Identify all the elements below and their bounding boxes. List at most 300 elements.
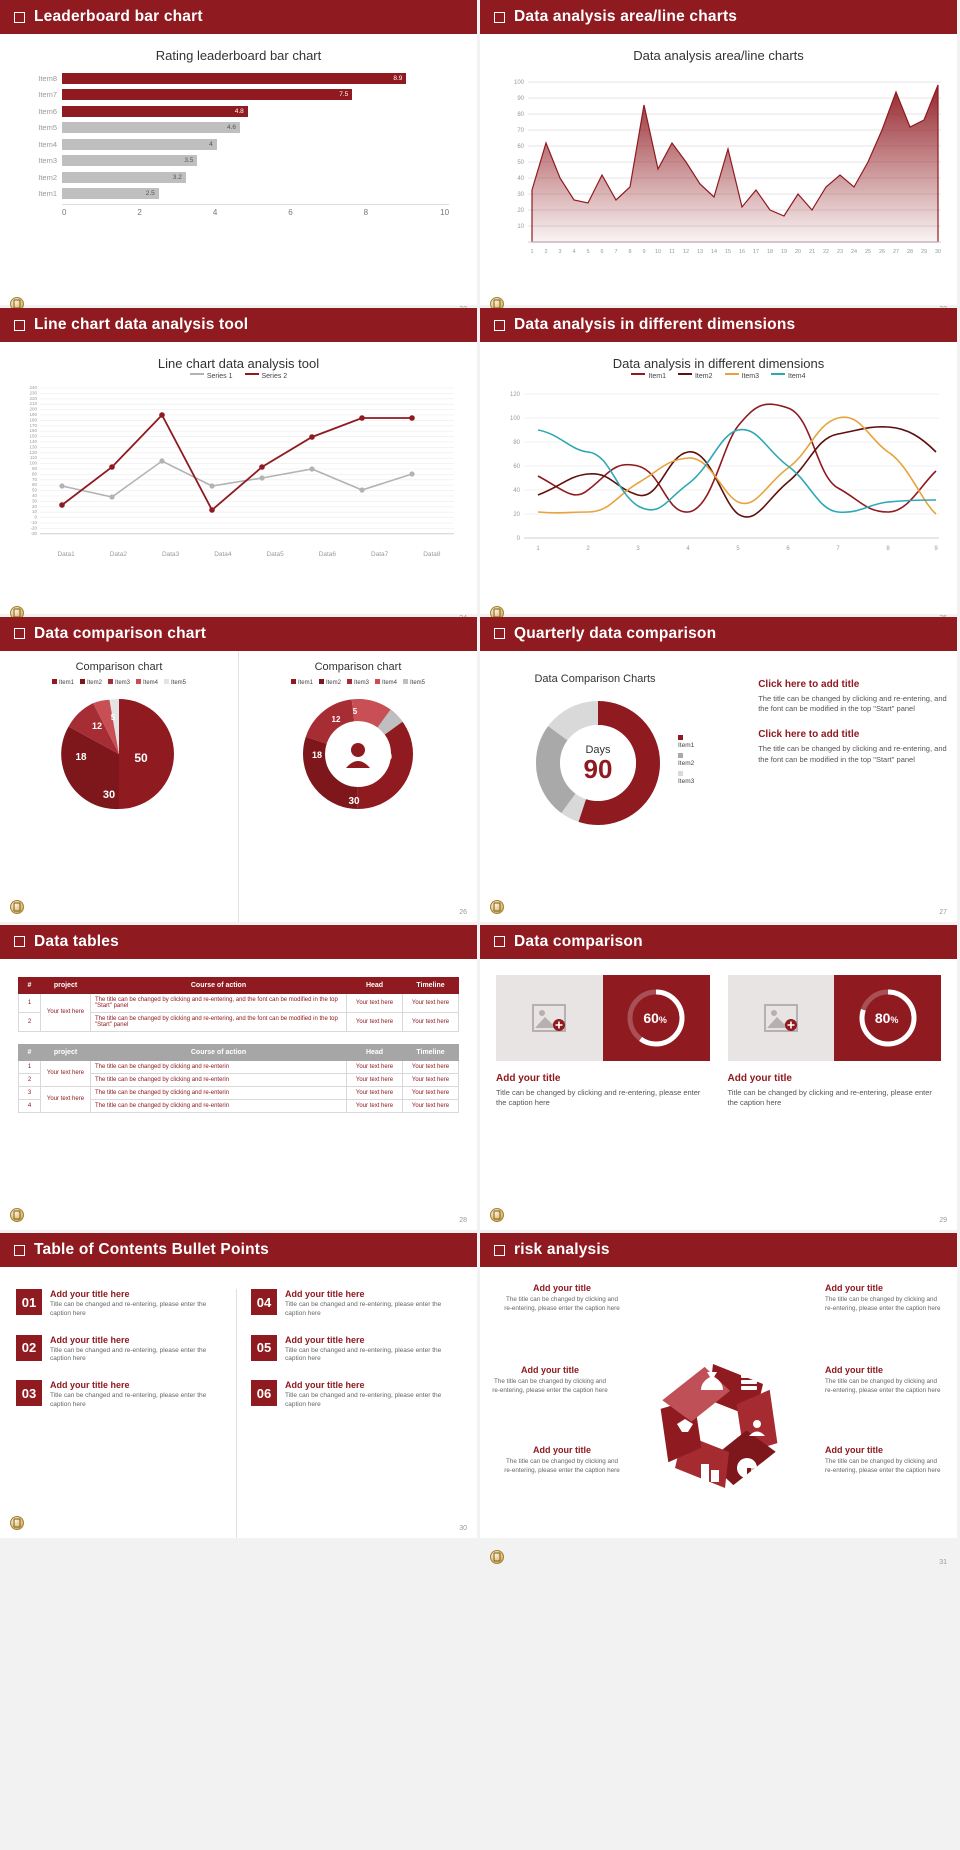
svg-text:5: 5 <box>110 712 116 722</box>
cell-action: The title can be changed by clicking and re-entering, and the font can be modified in the top "Start" panel <box>91 1012 347 1031</box>
header-square-icon <box>494 628 505 639</box>
svg-text:80: 80 <box>517 112 524 118</box>
toc-title: Add your title here <box>285 1289 365 1300</box>
column-header: Timeline <box>403 977 459 993</box>
header-square-icon <box>494 320 505 331</box>
toc-title: Add your title here <box>285 1334 365 1345</box>
toc-title: Add your title here <box>285 1380 365 1391</box>
bar-category-label: Item8 <box>38 73 57 83</box>
image-placeholder <box>728 975 835 1061</box>
slide-header <box>0 0 477 34</box>
risk-caption <box>502 1445 622 1475</box>
toc-text: Title can be changed and re-entering, please enter the caption here <box>285 1346 442 1363</box>
svg-text:14: 14 <box>710 249 718 255</box>
toc-number: 01 <box>16 1289 42 1315</box>
comparison-unit <box>496 975 710 1061</box>
slide-title: risk analysis <box>514 1241 610 1259</box>
data-table-secondary <box>18 1044 459 1113</box>
svg-text:30: 30 <box>31 498 37 504</box>
legend-item <box>678 771 694 785</box>
legend-label: Item1 <box>58 679 74 686</box>
svg-text:20: 20 <box>513 512 520 519</box>
svg-text:10: 10 <box>31 509 37 515</box>
svg-text:6: 6 <box>786 546 790 553</box>
toc-column-left <box>16 1289 226 1538</box>
pie-chart-panel <box>0 651 238 922</box>
svg-text:20: 20 <box>517 208 524 214</box>
risk-text: The title can be changed by clicking and re-entering, please enter the caption here <box>504 1458 620 1474</box>
slide-body <box>480 651 957 922</box>
toc-text: Title can be changed and re-entering, please enter the caption here <box>50 1301 207 1317</box>
svg-text:40: 40 <box>513 488 520 495</box>
bar-value: 7.5 <box>339 91 349 98</box>
svg-text:120: 120 <box>509 392 520 399</box>
column-header: # <box>19 977 41 993</box>
svg-text:11: 11 <box>669 249 675 255</box>
slide-line-chart-data-analysis-tool <box>0 308 480 616</box>
svg-text:10: 10 <box>517 224 524 230</box>
cell-head: Your text here <box>347 1086 403 1099</box>
svg-text:26: 26 <box>878 249 886 255</box>
slide-body <box>0 959 477 1230</box>
legend-item <box>291 679 313 686</box>
picture-icon <box>532 1004 566 1032</box>
chart-legend <box>480 373 957 380</box>
x-tick: 4 <box>212 207 218 217</box>
risk-text: The title can be changed by clicking and re-entering, please enter the caption here <box>825 1378 941 1394</box>
table-row <box>19 1086 459 1099</box>
line-chart <box>4 380 474 550</box>
cell-head: Your text here <box>347 1099 403 1112</box>
slide-title: Data analysis area/line charts <box>514 8 738 25</box>
svg-text:15: 15 <box>724 249 732 255</box>
risk-text: The title can be changed by clicking and re-entering, please enter the caption here <box>825 1296 941 1312</box>
svg-text:50: 50 <box>134 750 148 765</box>
cell-timeline: Your text here <box>403 993 459 1012</box>
slide-body <box>480 48 957 319</box>
risk-caption <box>490 1365 610 1395</box>
svg-text:90: 90 <box>517 96 524 102</box>
legend-item <box>245 373 288 380</box>
svg-text:4: 4 <box>686 546 690 553</box>
legend-label: Item3 <box>678 777 695 785</box>
risk-caption <box>502 1283 622 1313</box>
column-header: Head <box>347 1044 403 1060</box>
risk-text: The title can be changed by clicking and re-entering, please enter the caption here <box>825 1458 941 1474</box>
svg-text:7: 7 <box>614 249 618 255</box>
svg-text:220: 220 <box>29 396 37 402</box>
chart-legend <box>0 679 238 686</box>
svg-text:17: 17 <box>752 249 760 255</box>
svg-text:-10: -10 <box>30 520 37 526</box>
cell-action: The title can be changed by clicking and re-entering, and the font can be modified in the top "Start" panel <box>91 993 347 1012</box>
x-tick: 10 <box>440 207 450 217</box>
x-tick: Data3 <box>161 551 180 559</box>
chart-title: Rating leaderboard bar chart <box>155 48 322 63</box>
svg-text:18: 18 <box>75 751 87 763</box>
svg-text:0: 0 <box>516 536 520 543</box>
svg-text:210: 210 <box>29 401 37 407</box>
cell-head: Your text here <box>347 1060 403 1073</box>
header-square-icon <box>494 936 505 947</box>
svg-text:1: 1 <box>536 546 540 553</box>
cell-timeline: Your text here <box>403 1073 459 1086</box>
slide-title: Data analysis in different dimensions <box>514 316 796 334</box>
slide-data-comparison-chart <box>0 617 480 925</box>
cell-timeline: Your text here <box>403 1099 459 1112</box>
svg-text:110: 110 <box>29 455 37 461</box>
svg-text:9: 9 <box>934 546 938 553</box>
svg-text:30: 30 <box>517 192 524 198</box>
toc-number: 05 <box>251 1335 277 1361</box>
cell-index: 1 <box>19 1060 41 1073</box>
slide-leaderboard-bar-chart <box>0 0 480 308</box>
risk-title: Add your title <box>533 1283 591 1294</box>
bar-value: 3.2 <box>172 173 182 181</box>
cell-action: The title can be changed by clicking and re-enterin <box>91 1086 347 1099</box>
table-header-row <box>19 977 459 993</box>
svg-text:8: 8 <box>886 546 890 553</box>
toc-item[interactable] <box>251 1289 461 1319</box>
svg-text:0: 0 <box>34 514 37 520</box>
svg-text:18: 18 <box>311 749 323 760</box>
svg-text:80: 80 <box>31 471 37 477</box>
svg-text:80: 80 <box>513 440 520 447</box>
caption-block <box>496 1073 710 1109</box>
header-square-icon <box>14 320 25 331</box>
legend-label: Item2 <box>86 679 102 686</box>
svg-text:-30: -30 <box>30 531 37 537</box>
legend-label: Item3 <box>114 679 130 686</box>
page-number: 31 <box>939 1559 947 1567</box>
image-placeholder <box>496 975 603 1061</box>
svg-text:30: 30 <box>348 795 360 807</box>
svg-text:140: 140 <box>29 439 37 445</box>
legend-label: Item1 <box>648 373 666 381</box>
svg-text:19: 19 <box>780 249 788 255</box>
svg-text:60: 60 <box>31 482 37 488</box>
x-tick: Data4 <box>214 551 232 559</box>
svg-text:40: 40 <box>517 176 524 182</box>
header-square-icon <box>14 936 25 947</box>
cell-index: 4 <box>19 1099 41 1112</box>
toc-title: Add your title here <box>50 1380 130 1391</box>
legend-item <box>108 679 130 686</box>
block-title: Click here to add title <box>758 729 860 741</box>
risk-text: The title can be changed by clicking and re-entering, please enter the caption here <box>492 1378 608 1394</box>
toc-title: Add your title here <box>50 1289 130 1300</box>
bar-category-label: Item1 <box>38 189 57 198</box>
toc-number: 02 <box>16 1335 42 1361</box>
legend-label: Item4 <box>143 679 159 686</box>
toc-number: 03 <box>16 1380 42 1406</box>
block-text: The title can be changed by clicking and re-entering, and the font can be modified in the top "Start" panel <box>758 693 947 714</box>
svg-text:8: 8 <box>628 249 632 255</box>
header-square-icon <box>494 1245 505 1256</box>
svg-text:7: 7 <box>836 546 840 553</box>
toc-text: Title can be changed and re-entering, please enter the caption here <box>50 1346 207 1363</box>
slide-body <box>480 1267 957 1572</box>
bar-row <box>28 71 449 85</box>
percent-ring-panel <box>834 975 941 1061</box>
logo-badge <box>490 900 504 914</box>
svg-text:21: 21 <box>808 249 816 255</box>
x-tick: 6 <box>288 207 293 217</box>
cell-timeline: Your text here <box>403 1086 459 1099</box>
cell-action: The title can be changed by clicking and re-enterin <box>91 1073 347 1086</box>
toc-item[interactable] <box>251 1335 461 1365</box>
column-header: project <box>41 977 91 993</box>
legend-item <box>771 373 806 380</box>
svg-text:1: 1 <box>530 249 534 255</box>
svg-text:5: 5 <box>352 706 358 716</box>
x-tick: 8 <box>363 207 369 217</box>
risk-caption <box>825 1283 945 1313</box>
svg-text:6: 6 <box>600 249 604 255</box>
x-tick: Data6 <box>318 551 337 559</box>
block-text: The title can be changed by clicking and re-entering, and the font can be modified in the top "Start" panel <box>758 744 947 765</box>
slide-header <box>0 925 477 959</box>
bar-value: 4 <box>209 140 213 148</box>
risk-wheel-diagram <box>629 1346 809 1506</box>
svg-text:12: 12 <box>682 249 690 255</box>
column-header: Timeline <box>403 1044 459 1060</box>
table-row <box>19 993 459 1012</box>
caption-text: Title can be changed by clicking and re-entering, please enter the caption here <box>727 1087 932 1108</box>
legend-item <box>347 679 369 686</box>
bar-category-label: Item6 <box>38 106 57 116</box>
logo-badge <box>10 900 24 914</box>
legend-label: Item4 <box>788 373 806 381</box>
svg-text:60: 60 <box>517 144 524 150</box>
header-square-icon <box>14 628 25 639</box>
column-header: Course of action <box>91 1044 347 1060</box>
bar-row <box>28 154 449 168</box>
bar-row <box>28 88 449 102</box>
table-row <box>19 1060 459 1073</box>
page-number: 29 <box>939 1217 947 1225</box>
cell-head: Your text here <box>347 1073 403 1086</box>
legend-item <box>631 373 666 380</box>
legend-item <box>136 679 158 686</box>
svg-text:200: 200 <box>29 406 37 412</box>
cell-index: 1 <box>19 993 41 1012</box>
slide-header <box>0 1233 477 1267</box>
chart-legend <box>0 373 477 380</box>
slide-header <box>480 617 957 651</box>
svg-text:9: 9 <box>642 249 646 255</box>
cell-timeline: Your text here <box>403 1012 459 1031</box>
legend-label: Item2 <box>694 373 713 381</box>
svg-text:3: 3 <box>636 546 640 553</box>
svg-text:5: 5 <box>586 249 590 255</box>
slide-data-analysis-dimensions <box>480 308 960 616</box>
slide-title: Leaderboard bar chart <box>34 8 203 25</box>
svg-text:3: 3 <box>558 249 562 255</box>
slide-header <box>480 925 957 959</box>
chart-title: Data analysis in different dimensions <box>612 356 825 372</box>
cell-timeline: Your text here <box>403 1060 459 1073</box>
bar-category-label: Item7 <box>38 90 57 99</box>
column-header: # <box>19 1044 41 1060</box>
svg-text:190: 190 <box>29 412 37 418</box>
legend-label: Item1 <box>678 741 695 749</box>
column-header: Course of action <box>91 977 347 993</box>
svg-text:240: 240 <box>29 385 37 391</box>
logo-badge <box>10 1208 24 1222</box>
toc-title: Add your title here <box>50 1334 130 1345</box>
svg-text:60: 60 <box>513 464 520 471</box>
slide-header <box>0 617 477 651</box>
toc-text: Title can be changed and re-entering, please enter the caption here <box>50 1392 207 1409</box>
risk-title: Add your title <box>521 1365 579 1376</box>
comparison-captions <box>480 1073 957 1109</box>
svg-text:150: 150 <box>29 433 37 439</box>
bar-category-label: Item3 <box>38 156 57 165</box>
svg-text:24: 24 <box>850 249 858 255</box>
slide-data-analysis-area-line-charts <box>480 0 960 308</box>
svg-text:100: 100 <box>513 80 524 86</box>
cell-index: 2 <box>19 1012 41 1031</box>
donut-panel <box>480 651 728 922</box>
bar-row <box>28 187 449 201</box>
svg-text:2: 2 <box>586 546 590 553</box>
area-chart <box>486 67 956 267</box>
x-tick: 0 <box>62 207 67 217</box>
slide-quarterly-data-comparison <box>480 617 960 925</box>
slide-body <box>0 48 477 319</box>
picture-icon <box>764 1004 798 1032</box>
text-blocks <box>758 679 949 781</box>
svg-text:230: 230 <box>29 390 37 396</box>
slide-header <box>480 308 957 342</box>
x-axis <box>40 551 458 558</box>
svg-text:50: 50 <box>31 487 37 493</box>
x-tick: Data5 <box>266 551 284 559</box>
risk-title: Add your title <box>533 1445 591 1456</box>
legend-label: Item3 <box>741 373 760 381</box>
cell-action: The title can be changed by clicking and re-enterin <box>91 1060 347 1073</box>
slide-title: Line chart data analysis tool <box>34 316 249 334</box>
toc-number: 04 <box>251 1289 277 1315</box>
svg-text:18: 18 <box>766 249 774 255</box>
percent-value: 80 <box>874 1009 891 1026</box>
risk-caption <box>825 1365 945 1395</box>
pie-chart <box>59 694 179 814</box>
legend-item <box>678 753 694 767</box>
svg-text:12: 12 <box>331 714 341 724</box>
legend-label: Series 2 <box>261 373 288 381</box>
toc-item[interactable] <box>16 1335 226 1365</box>
svg-text:120: 120 <box>29 450 37 456</box>
svg-text:29: 29 <box>920 249 928 255</box>
svg-text:13: 13 <box>696 249 704 255</box>
column-header: project <box>41 1044 91 1060</box>
x-tick: Data2 <box>109 551 128 559</box>
legend-label: Series 1 <box>206 373 233 381</box>
svg-text:28: 28 <box>906 249 914 255</box>
risk-caption <box>825 1445 945 1475</box>
svg-text:20: 20 <box>794 249 802 255</box>
chart-title: Comparison chart <box>314 660 402 673</box>
svg-text:100: 100 <box>29 460 37 466</box>
comparison-unit <box>728 975 942 1061</box>
bar-row <box>28 170 449 184</box>
slide-title: Quarterly data comparison <box>514 624 717 642</box>
percent-symbol: % <box>658 1014 667 1025</box>
risk-text: The title can be changed by clicking and re-entering, please enter the caption here <box>504 1296 620 1312</box>
svg-text:27: 27 <box>892 249 900 255</box>
page-number: 27 <box>939 908 947 916</box>
bar-row <box>28 137 449 151</box>
x-tick: Data7 <box>370 551 389 559</box>
x-tick: Data8 <box>423 551 441 559</box>
toc-item[interactable] <box>251 1380 461 1410</box>
bar-value: 3.5 <box>184 157 194 164</box>
data-table-primary <box>18 977 459 1032</box>
svg-text:20: 20 <box>31 504 37 510</box>
bar-category-label: Item5 <box>38 123 57 132</box>
legend-label: Item5 <box>171 679 187 686</box>
legend-item <box>80 679 102 686</box>
donut-chart-panel <box>238 651 477 922</box>
slide-body <box>480 356 957 627</box>
chart-title: Data Comparison Charts <box>534 672 656 685</box>
logo-badge <box>490 1208 504 1222</box>
svg-text:70: 70 <box>517 128 524 134</box>
x-axis <box>62 204 449 217</box>
donut-center-value: 90 <box>583 753 613 784</box>
bar-row <box>28 121 449 135</box>
bar-category-label: Item4 <box>38 139 57 149</box>
percent-symbol: % <box>890 1014 899 1025</box>
legend-label: Item5 <box>410 679 426 686</box>
comparison-row <box>480 959 957 1061</box>
column-header: Head <box>347 977 403 993</box>
legend-item <box>403 679 425 686</box>
slide-body <box>0 356 477 627</box>
svg-text:30: 30 <box>102 788 116 801</box>
chart-title: Data analysis area/line charts <box>633 48 804 63</box>
svg-text:40: 40 <box>31 493 37 499</box>
bar-value: 8.9 <box>393 74 403 82</box>
svg-text:160: 160 <box>29 428 37 434</box>
slide-risk-analysis <box>480 1233 960 1567</box>
caption-block <box>728 1073 942 1109</box>
caption-title: Add your title <box>496 1072 561 1084</box>
chart-title: Comparison chart <box>75 660 163 673</box>
cell-head: Your text here <box>347 1012 403 1031</box>
legend-item <box>164 679 186 686</box>
risk-title: Add your title <box>825 1365 883 1376</box>
cell-project: Your text here <box>41 993 91 1031</box>
toc-item[interactable] <box>16 1289 226 1319</box>
bar-value: 4.6 <box>226 124 237 131</box>
cell-head: Your text here <box>347 993 403 1012</box>
slide-data-tables <box>0 925 480 1233</box>
donut-center-label: Days <box>585 743 611 756</box>
legend-label: Item4 <box>382 679 398 686</box>
svg-text:2: 2 <box>544 249 548 255</box>
slide-header <box>480 0 957 34</box>
x-tick: Data1 <box>57 551 75 559</box>
page-number: 28 <box>459 1217 467 1225</box>
toc-item[interactable] <box>16 1380 226 1410</box>
legend-label: Item1 <box>297 679 313 686</box>
svg-text:5: 5 <box>736 546 740 553</box>
svg-text:130: 130 <box>29 444 37 450</box>
toc-number: 06 <box>251 1380 277 1406</box>
